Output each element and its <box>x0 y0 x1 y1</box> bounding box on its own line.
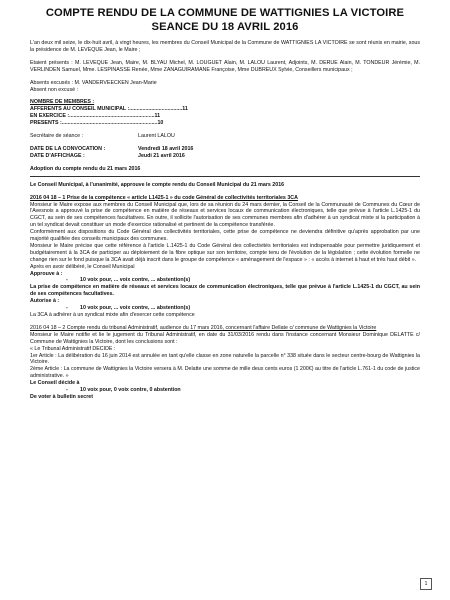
deliberation-1-autorise: Autorise à : <box>30 298 60 305</box>
deliberation-2-decide2: Le Conseil décide à <box>30 380 80 387</box>
divider <box>30 176 420 177</box>
vote-line: - 10 voix pour, 0 voix contre, 0 abstention <box>66 387 181 394</box>
deliberation-2-title: 2016 04 18 – 2 Compte rendu du tribunal Administratif, audience du 17 mars 2016, concernant l'affaire Dellate c/ commune de Wattignies la Victoire <box>30 324 377 331</box>
membres-dots: .......................................................... <box>69 113 155 120</box>
adoption-result: Le Conseil Municipal, à l'unanimité, approuve le compte rendu du Conseil Municipal du 21 mars 2016 <box>30 181 285 188</box>
document-title: COMPTE RENDU DE LA COMMUNE DE WATTIGNIES LA VICTOIRE <box>45 7 405 19</box>
membres-label: AFFERENTS AU CONSEIL MUNICIPAL : <box>30 106 130 113</box>
membres-dots: .................................... <box>129 106 183 113</box>
document-subtitle: SEANCE DU 18 AVRIL 2016 <box>151 21 299 33</box>
membres-header: NOMBRE DE MEMBRES : <box>30 99 95 106</box>
deliberation-2-article1: 1er Article : La délibération du 16 juin 2014 est annulée en tant qu'elle classe en zone naturelle la parcelle n° 338 située dans le secteur centre-bourg de Wattignies la Victoire. <box>30 352 420 366</box>
page-number: 1 <box>420 578 432 590</box>
absent-non-excuse: Absent non excusé : <box>30 86 78 93</box>
deliberation-1-conclusion: La prise de compétence en matière de réseaux et services locaux de communication électroniques, telle que prévue à l'article L.1425-1 du CGCT, au sein de ses compétences facultatives. <box>30 284 420 298</box>
deliberation-2-decide: « Le Tribunal Administratif DECIDE : <box>30 345 116 352</box>
convocation-row <box>30 146 420 153</box>
vote-line: - 10 voix pour, ... voix contre, ... abstention(s) <box>66 277 191 284</box>
membres-value: 11 <box>182 106 188 113</box>
membres-dots: ................................................................. <box>61 120 158 127</box>
affichage-row <box>30 153 420 160</box>
membres-row <box>30 113 420 120</box>
intro-paragraph: L'an deux mil seize, le dix-huit avril, à vingt heures, les membres du Conseil Municipal de la Commune de WATTIGNIES LA VICTOIRE se sont réunis en mairie, sous la présidence de M. LEVEQUE Jean, le Maire ; <box>30 40 420 53</box>
membres-value: 10 <box>157 120 164 127</box>
vote-text: 10 voix pour, ... voix contre, ... abstention(s) <box>80 305 191 312</box>
deliberation-1-body: Monsieur le Maire expose aux membres du Conseil Municipal que, lors de sa réunion du 24 mars dernier, la Conseil de la Communauté de Communes du Cœur de l'Avesnois a approuvé la prise de compétence en matière de réseaux et services locaux de communication électroniques, telle que prévue à l'article L.1425-1 du CGCT, au sein de ses compétences facultatives. En outre, il sollicite l'autorisation de ses communes membres afin d'adhérer à un syndicat mixte si la participation à un tel syndicat devait constituer un mode d'exercice rationalisé et pertinent de la compétence transférée. <box>30 201 420 229</box>
adoption-heading: Adoption du compte rendu du 21 mars 2016 <box>30 165 141 172</box>
absents-excuses: Absents excusés : M. VANDERVEECKEN Jean-Marie <box>30 79 157 86</box>
convocation-label: DATE DE LA CONVOCATION : <box>30 145 106 152</box>
membres-row <box>30 120 420 127</box>
presents-paragraph: Etaient présents : M. LEVEQUE Jean, Maire, M. BLYAU Michel, M. LOUGUET Alain, M. LALOU Laurent, Adjoints, M. DERUE Alain, M. TONDEUR Jérémie, M. VERLINDEN Samuel, Mme. LESPINASSE Renée, Mme ZANAGUIRAMANE Françoise, Mme DUBREUX Sylvie, Conseillers municipaux ; <box>30 59 420 73</box>
convocation-value: Vendredi 18 avril 2016 <box>138 145 194 152</box>
membres-row <box>30 106 420 113</box>
membres-value: 11 <box>154 113 161 120</box>
membres-label: PRESENTS : <box>30 120 62 127</box>
secretaire-value: Laurent LALOU <box>138 133 175 140</box>
deliberation-1-syndicat: La 3CA à adhérer à un syndicat mixte afin d'exercer cette compétence <box>30 312 195 318</box>
vote-line: - 10 voix pour, ... voix contre, ... abstention(s) <box>66 305 191 312</box>
deliberation-2-body: Monsieur le Maire notifie et lie le jugement du Tribunal Administratif, en date du 31/03/2016 rendu dans l'instance concernant Monsieur Dominique DELATTE c/ Commune de Wattignies la Victoire, dont les conclusions sont : <box>30 331 420 345</box>
secretaire-label: Secrétaire de séance : <box>30 133 83 140</box>
secretaire-row <box>30 133 420 140</box>
deliberation-1-approuve: Approuve à : <box>30 270 63 277</box>
membres-label: EN EXERCICE : <box>30 113 70 120</box>
affichage-label: DATE D'AFFICHAGE : <box>30 152 85 159</box>
deliberation-2-bulletin: De voter à bulletin secret <box>30 393 93 400</box>
deliberation-1-avis: Après en avoir délibéré, le Conseil Municipal <box>30 263 135 270</box>
deliberation-2-article2: 2ème Article : La commune de Wattignies la Victoire versera à M. Delatte une somme de mille deux cents euros (1 200€) au titre de l'article L.761-1 du code de justice administrative. » <box>30 366 420 380</box>
deliberation-1-body3: Monsieur le Maire précise que cette référence à l'article L.1425-1 du Code Général des collectivités territoriales est indispensable pour permettre juridiquement et budgétairement à la 3CA de participer au déploiement de la fibre optique sur son territoire, compte tenu de l'évolution de la législation ; cette évolution formelle ne change rien sur le fond puisque la 3CA avait déjà inscrit dans le groupe de compétence « aménagement de l'espace » : « accès à internet à haut et très haut débit ». <box>30 242 420 263</box>
vote-text: 10 voix pour, ... voix contre, ... abstention(s) <box>80 277 191 284</box>
deliberation-1-body2: Conformément aux dispositions du Code Général des collectivités territoriales, cette prise de compétence ne deviendra définitive qu'après approbation par une majorité qualifiée des conseils municipaux des communes. <box>30 229 420 243</box>
affichage-value: Jeudi 21 avril 2016 <box>138 152 185 159</box>
deliberation-1-title: 2016 04 18 – 1 Prise de la compétence « article L1425-1 » du code Général de collectivités territoriales 3CA <box>30 194 298 201</box>
vote-text: 10 voix pour, 0 voix contre, 0 abstention <box>80 387 181 394</box>
